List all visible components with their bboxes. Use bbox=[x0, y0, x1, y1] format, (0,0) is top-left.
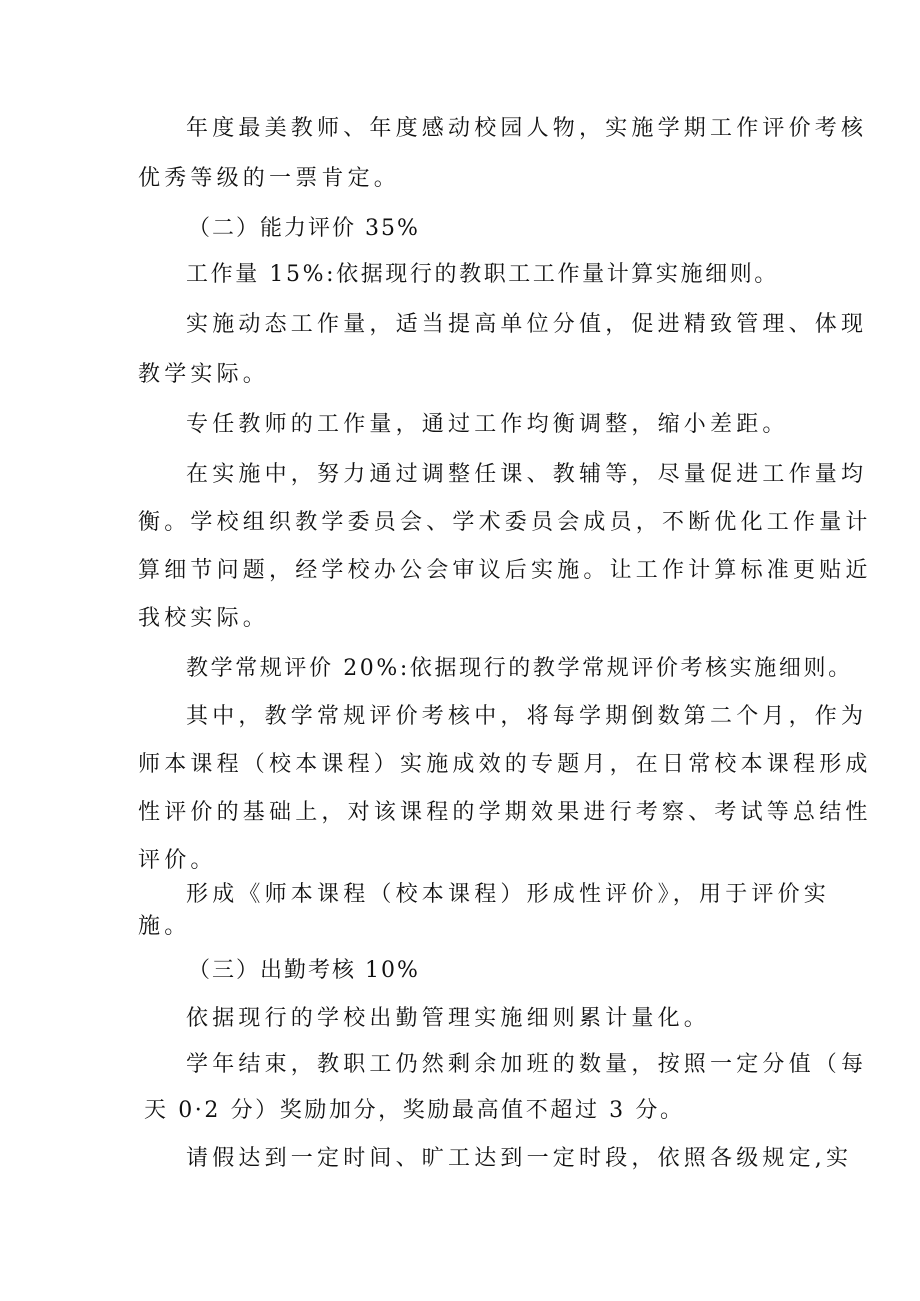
text-line: 在实施中，努力通过调整任课、教辅等，尽量促进工作量均 bbox=[186, 462, 868, 487]
text-line: 衡。学校组织教学委员会、学术委员会成员，不断优化工作量计 bbox=[138, 510, 872, 535]
text-line: 优秀等级的一票肯定。 bbox=[138, 166, 401, 191]
text-line: 性评价的基础上，对该课程的学期效果进行考察、考试等总结性 bbox=[138, 800, 872, 825]
text-line: 教学实际。 bbox=[138, 362, 270, 387]
text-line: 实施动态工作量，适当提高单位分值，促进精致管理、体现 bbox=[186, 312, 868, 337]
section-heading: （二）能力评价 35% bbox=[188, 216, 420, 241]
text-line: 专任教师的工作量，通过工作均衡调整，缩小差距。 bbox=[186, 412, 789, 437]
text-line: 年度最美教师、年度感动校园人物，实施学期工作评价考核 bbox=[186, 116, 868, 141]
text-line: 施。 bbox=[138, 914, 191, 939]
text-line: 我校实际。 bbox=[138, 606, 270, 631]
text-line: 依据现行的学校出勤管理实施细则累计量化。 bbox=[186, 1006, 711, 1031]
text-line: 学年结束，教职工仍然剩余加班的数量，按照一定分值（每 bbox=[186, 1052, 868, 1077]
text-line: 教学常规评价 20%:依据现行的教学常规评价考核实施细则。 bbox=[186, 656, 853, 681]
text-line: 算细节问题，经学校办公会审议后实施。让工作计算标准更贴近 bbox=[138, 558, 872, 583]
section-heading: （三）出勤考核 10% bbox=[188, 958, 420, 983]
text-line: 形成《师本课程（校本课程）形成性评价》，用于评价实 bbox=[186, 882, 831, 907]
text-line: 工作量 15%:依据现行的教职工工作量计算实施细则。 bbox=[186, 262, 779, 287]
text-line: 师本课程（校本课程）实施成效的专题月，在日常校本课程形成 bbox=[138, 752, 872, 777]
text-line: 其中，教学常规评价考核中，将每学期倒数第二个月，作为 bbox=[186, 704, 868, 729]
text-line: 天 0·2 分）奖励加分，奖励最高值不超过 3 分。 bbox=[144, 1098, 685, 1123]
text-line: 请假达到一定时间、旷工达到一定时段，依照各级规定,实 bbox=[186, 1146, 853, 1171]
text-line: 评价。 bbox=[138, 848, 217, 873]
